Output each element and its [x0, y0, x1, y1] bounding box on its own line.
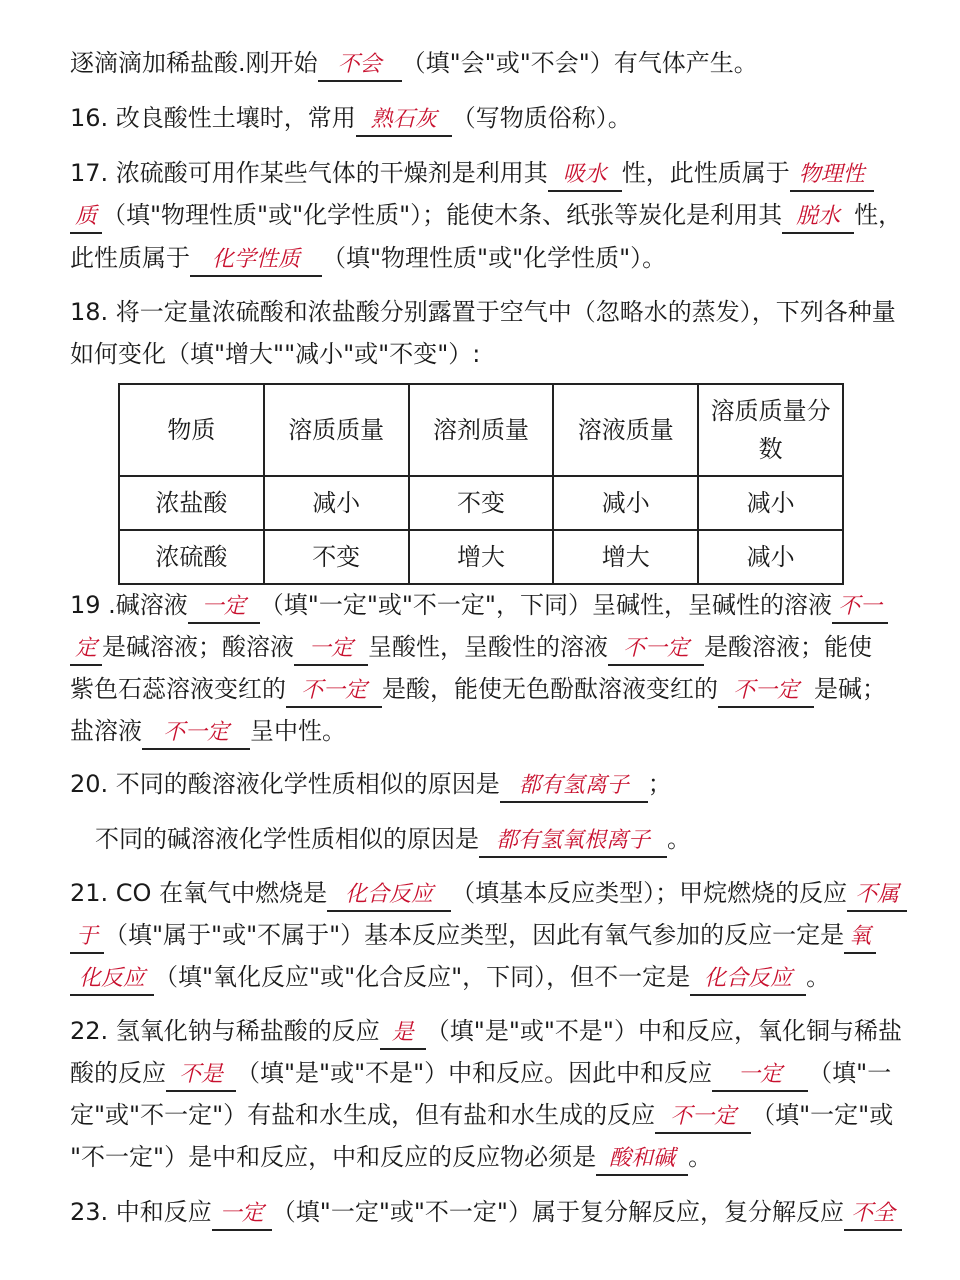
table-cell: 浓盐酸 — [119, 476, 264, 530]
q19-answer-3: 一定 — [308, 636, 353, 661]
q21-blank-1 — [327, 878, 451, 912]
q17-text-e: 此性质属于 — [70, 244, 190, 272]
q19-answer-2a: 不一 — [837, 594, 882, 619]
q20-line-1 — [70, 768, 900, 803]
q20-text-d: 。 — [667, 825, 691, 853]
q22-blank-5 — [596, 1142, 688, 1176]
table-header-cell: 溶质质量 — [264, 384, 409, 476]
q21-text-c: （填"属于"或"不属于"）基本反应类型，因此有氧气参加的反应一定是 — [104, 921, 845, 949]
q16-line — [70, 102, 900, 137]
table-cell: 浓硫酸 — [119, 530, 264, 584]
q17-text-a: 17. 浓硫酸可用作某些气体的干燥剂是利用其 — [70, 159, 548, 187]
q19-line-2 — [70, 631, 900, 666]
q22-blank-2 — [166, 1058, 236, 1092]
q17-answer-2b: 质 — [74, 204, 97, 229]
q19-text-e: 是酸溶液；能使 — [704, 633, 872, 661]
q16-answer: 熟石灰 — [370, 107, 437, 132]
q20-text-a: 20. 不同的酸溶液化学性质相似的原因是 — [70, 770, 500, 798]
table-header-cell: 溶剂质量 — [409, 384, 554, 476]
q22-text-f: 定"或"不一定"）有盐和水生成，但有盐和水生成的反应 — [70, 1101, 656, 1129]
q22-answer-4: 不一定 — [670, 1104, 737, 1129]
q23-blank-1 — [212, 1197, 272, 1231]
q20-text-b: ； — [647, 770, 672, 798]
q21-answer-3a: 氧 — [849, 924, 872, 949]
table-header-row — [119, 384, 843, 476]
q21-line-2 — [70, 919, 900, 954]
q19-blank-7 — [142, 716, 250, 750]
q19-answer-4: 不一定 — [622, 636, 689, 661]
table-row — [119, 476, 843, 530]
q22-text-b: （填"是"或"不是"）中和反应，氧化铜与稀盐 — [425, 1017, 902, 1045]
q21-text-d: （填"氧化反应"或"化合反应"，下同），但不一定是 — [154, 963, 691, 991]
table-cell: 增大 — [409, 530, 554, 584]
q19-answer-1: 一定 — [201, 594, 246, 619]
q19-text-b: （填"一定"或"不一定"，下同）呈碱性，呈碱性的溶液 — [259, 591, 832, 619]
q17-blank-3 — [782, 200, 854, 234]
q22-text-e: （填"一 — [808, 1059, 892, 1087]
q21-blank-4 — [690, 962, 806, 996]
q22-text-c: 酸的反应 — [70, 1059, 166, 1087]
q19-answer-2b: 定 — [74, 636, 97, 661]
q19-text-f: 紫色石蕊溶液变红的 — [70, 675, 286, 703]
q16-text-post: （写物质俗称）。 — [451, 104, 632, 132]
table-row — [119, 530, 843, 584]
q19-blank-4 — [608, 632, 704, 666]
q19-blank-2b — [70, 632, 102, 666]
q20-text-c: 不同的碱溶液化学性质相似的原因是 — [95, 825, 479, 853]
q22-line-2 — [70, 1057, 900, 1092]
q23-blank-2 — [844, 1197, 902, 1231]
table-cell: 减小 — [698, 530, 843, 584]
q19-text-j: 呈中性。 — [250, 717, 346, 745]
table-cell: 减小 — [553, 476, 698, 530]
q20-answer-1: 都有氢离子 — [518, 773, 629, 798]
q21-answer-2a: 不属 — [855, 882, 900, 907]
q17-text-c: （填"物理性质"或"化学性质"）；能使木条、纸张等炭化是利用其 — [102, 201, 783, 229]
q17-answer-4: 化学性质 — [211, 247, 300, 272]
q17-text-b: 性，此性质属于 — [621, 159, 790, 187]
q21-text-b: （填基本反应类型）；甲烷燃烧的反应 — [451, 879, 848, 907]
q22-text-h: "不一定"）是中和反应，中和反应的反应物必须是 — [70, 1143, 597, 1171]
q21-text-a: 21. CO 在氧气中燃烧是 — [70, 879, 328, 907]
q17-line-2 — [70, 199, 903, 234]
q17-line-3 — [70, 242, 900, 277]
q17-blank-1 — [548, 158, 622, 192]
q19-line-3 — [70, 673, 900, 708]
q19-blank-1 — [188, 590, 260, 624]
q22-line-3 — [70, 1099, 900, 1134]
q21-blank-3b — [70, 962, 154, 996]
q19-line-1 — [70, 589, 900, 624]
table-cell: 不变 — [409, 476, 554, 530]
q19-blank-6 — [718, 674, 814, 708]
q21-blank-2a — [847, 878, 907, 912]
table-cell: 不变 — [264, 530, 409, 584]
table-header-cell: 物质 — [119, 384, 264, 476]
q19-blank-5 — [286, 674, 382, 708]
q22-answer-1: 是 — [391, 1020, 414, 1045]
q19-blank-3 — [294, 632, 368, 666]
table-header-cell: 溶质质量分数 — [698, 384, 843, 476]
q19-text-d: 呈酸性，呈酸性的溶液 — [368, 633, 608, 661]
q22-text-a: 22. 氢氧化钠与稀盐酸的反应 — [70, 1017, 380, 1045]
q19-text-a: 19 .碱溶液 — [70, 591, 188, 619]
q22-text-d: （填"是"或"不是"）中和反应。因此中和反应 — [236, 1059, 713, 1087]
q16-text-pre: 16. 改良酸性土壤时，常用 — [70, 104, 356, 132]
q17-blank-2b — [70, 200, 102, 234]
q19-line-4 — [70, 715, 900, 750]
q19-text-h: 是碱； — [814, 675, 886, 703]
q21-answer-1: 化合反应 — [345, 882, 434, 907]
q21-answer-4: 化合反应 — [704, 966, 793, 991]
q18-line-2: 如何变化（填"增大""减小"或"不变"）: — [70, 340, 481, 368]
q22-answer-5: 酸和碱 — [609, 1146, 676, 1171]
q20-blank-1 — [500, 769, 648, 803]
q17-line-1 — [70, 157, 900, 192]
q17-blank-4 — [190, 243, 322, 277]
q17-blank-2a — [790, 158, 874, 192]
table-cell: 增大 — [553, 530, 698, 584]
q19-text-i: 盐溶液 — [70, 717, 142, 745]
q21-blank-3a — [844, 920, 876, 954]
q22-blank-3 — [712, 1058, 808, 1092]
table-cell: 减小 — [264, 476, 409, 530]
q20-answer-2: 都有氢氧根离子 — [495, 828, 650, 853]
q23-text-a: 23. 中和反应 — [70, 1198, 212, 1226]
q18-table — [118, 383, 844, 585]
q22-blank-4 — [655, 1100, 751, 1134]
q17-answer-2a: 物理性 — [798, 162, 865, 187]
table-header-cell: 溶液质量 — [553, 384, 698, 476]
q22-blank-1 — [380, 1016, 426, 1050]
q21-line-3 — [70, 961, 900, 996]
q21-blank-2b — [70, 920, 104, 954]
q15-answer: 不会 — [337, 52, 382, 77]
q16-blank — [356, 103, 452, 137]
q23-text-b: （填"一定"或"不一定"）属于复分解反应，复分解反应 — [271, 1198, 844, 1226]
q21-answer-2b: 于 — [75, 924, 98, 949]
table-cell: 减小 — [698, 476, 843, 530]
q20-line-2 — [95, 823, 925, 858]
q17-answer-1: 吸水 — [562, 162, 607, 187]
q19-blank-2a — [832, 590, 888, 624]
q22-answer-3: 一定 — [738, 1062, 783, 1087]
q23-answer-1: 一定 — [219, 1201, 264, 1226]
q23-answer-2: 不全 — [850, 1201, 895, 1226]
q17-answer-3: 脱水 — [796, 204, 841, 229]
q19-answer-6: 不一定 — [732, 678, 799, 703]
q19-text-c: 是碱溶液；酸溶液 — [102, 633, 294, 661]
q15-text-post: （填"会"或"不会"）有气体产生。 — [401, 49, 758, 77]
q22-text-i: 。 — [688, 1143, 713, 1171]
q22-text-g: （填"一定"或 — [751, 1101, 894, 1129]
q21-text-e: 。 — [806, 963, 831, 991]
q21-answer-3b: 化反应 — [78, 966, 145, 991]
q17-text-d: 性， — [854, 201, 903, 229]
q23-line — [70, 1196, 900, 1231]
q19-answer-7: 不一定 — [162, 720, 229, 745]
q18-line-1: 18. 将一定量浓硫酸和浓盐酸分别露置于空气中（忽略水的蒸发），下列各种量 — [70, 298, 896, 326]
q15-line — [70, 47, 900, 82]
q15-text-pre: 逐滴滴加稀盐酸.刚开始 — [70, 49, 318, 77]
q19-answer-5: 不一定 — [300, 678, 367, 703]
q19-text-g: 是酸，能使无色酚酞溶液变红的 — [382, 675, 718, 703]
q15-blank — [318, 48, 402, 82]
q22-line-1 — [70, 1015, 900, 1050]
q22-answer-2: 不是 — [178, 1062, 223, 1087]
q17-text-f: （填"物理性质"或"化学性质"）。 — [322, 244, 667, 272]
q21-line-1 — [70, 877, 900, 912]
q20-blank-2 — [479, 824, 667, 858]
q22-line-4 — [70, 1141, 900, 1176]
